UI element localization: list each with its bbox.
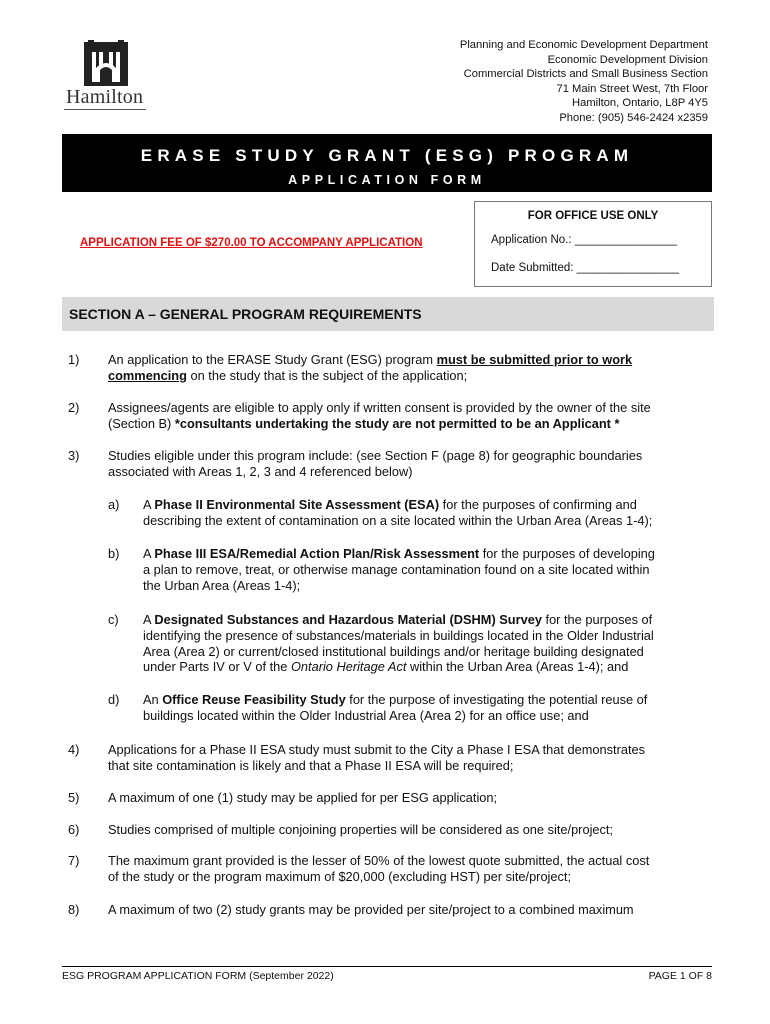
item-text-part: A maximum of two (2) study grants may be provided per site/project to a combined maximum	[108, 902, 634, 917]
item-text-part: describing the extent of contamination on a site located within the Urban Area (Areas 1-4);	[143, 512, 653, 528]
form-subtitle: APPLICATION FORM	[288, 173, 486, 187]
item-text-part: within the Urban Area (Areas 1-4); and	[406, 659, 629, 675]
sub-item-letter: c)	[108, 612, 119, 627]
office-use-title: FOR OFFICE USE ONLY	[527, 210, 659, 222]
item-text-part: Assignees/agents are eligible to apply only if written consent is provided by the owner of the site	[108, 400, 651, 415]
sub-item-letter: d)	[108, 692, 120, 707]
item-text	[108, 400, 713, 432]
item-text-part: a plan to remove, treat, or otherwise manage contamination found on a site located within	[143, 561, 650, 577]
application-number-field[interactable]: Application No.: ________________	[491, 234, 678, 246]
address-line: 71 Main Street West, 7th Floor	[556, 82, 708, 95]
item-text-part: on the study that is the subject of the application;	[186, 367, 468, 383]
address-line: Planning and Economic Development Department	[459, 39, 708, 51]
city-hall-emblem-icon	[62, 38, 150, 88]
item-text-part: A	[143, 546, 155, 561]
section-a-title: SECTION A – GENERAL PROGRAM REQUIREMENTS	[69, 306, 422, 322]
item-number: 5)	[68, 790, 80, 805]
sub-item-text	[143, 612, 711, 675]
item-text-part: Studies eligible under this program include: (see Section F (page 8) for geographic boundaries	[108, 448, 643, 463]
item-text	[108, 448, 713, 480]
item-emphasis: Phase II Environmental Site Assessment (ESA)	[154, 497, 440, 512]
item-text	[108, 853, 713, 885]
item-text-part: An	[143, 692, 163, 707]
item-text-part: Area (Area 2) or current/closed institutional buildings and/or heritage building designated	[143, 643, 644, 659]
sub-item-letter: a)	[108, 497, 120, 512]
form-title: ERASE STUDY GRANT (ESG) PROGRAM	[140, 146, 634, 165]
item-emphasis: Office Reuse Feasibility Study	[162, 692, 346, 707]
address-line: Phone: (905) 546-2424 x2359	[559, 111, 708, 124]
item-number: 3)	[68, 448, 80, 463]
office-use-box	[474, 201, 712, 287]
item-number: 1)	[68, 352, 80, 367]
item-text	[108, 822, 713, 838]
item-text-part: under Parts IV or V of the	[143, 659, 291, 675]
item-text-part: A	[143, 497, 155, 512]
sub-item-text	[143, 497, 711, 529]
item-text-part: for the purposes of developing	[479, 546, 655, 561]
item-emphasis: Phase III ESA/Remedial Action Plan/Risk Assessment	[154, 546, 480, 561]
address-line: Hamilton, Ontario, L8P 4Y5	[572, 97, 708, 110]
item-text-part: A	[143, 612, 155, 627]
date-submitted-field[interactable]: Date Submitted: ________________	[491, 262, 679, 274]
item-text-part: identifying the presence of substances/materials in buildings located in the Older Industrial	[143, 627, 654, 643]
application-fee-notice: APPLICATION FEE OF $270.00 TO ACCOMPANY APPLICATION	[80, 237, 423, 249]
section-a-header	[62, 297, 714, 331]
item-text-part: for the purposes of	[541, 612, 653, 627]
item-text	[108, 352, 713, 384]
footer-form-name: ESG PROGRAM APPLICATION FORM (September 2022)	[62, 970, 334, 982]
sub-item-text	[143, 546, 711, 593]
item-text-part: The maximum grant provided is the lesser of 50% of the lowest quote submitted, the actual cost	[108, 853, 650, 868]
address-line: Economic Development Division	[547, 53, 708, 66]
footer-divider	[62, 966, 712, 967]
item-text	[108, 742, 713, 774]
item-text-part: A maximum of one (1) study may be applied for per ESG application;	[108, 790, 498, 805]
item-text-part: that site contamination is likely and that a Phase II ESA will be required;	[108, 757, 514, 773]
item-text-part: for the purposes of confirming and	[439, 497, 637, 512]
sub-item-text	[143, 692, 711, 724]
item-text	[108, 902, 713, 918]
logo-wordmark: Hamilton	[66, 86, 144, 108]
sub-item-letter: b)	[108, 546, 120, 561]
title-banner	[62, 134, 712, 192]
item-number: 8)	[68, 902, 80, 917]
item-text-part: of the study or the program maximum of $20,000 (excluding HST) per site/project;	[108, 868, 572, 884]
item-emphasis: Designated Substances and Hazardous Material (DSHM) Survey	[154, 612, 542, 627]
item-text-part: associated with Areas 1, 2, 3 and 4 referenced below)	[108, 463, 413, 479]
item-number: 7)	[68, 853, 80, 868]
item-text-part: (Section B)	[108, 415, 175, 431]
item-number: 2)	[68, 400, 80, 415]
item-text-part: An application to the ERASE Study Grant (ESG) program	[108, 352, 437, 367]
item-number: 6)	[68, 822, 80, 837]
item-text-part: Applications for a Phase II ESA study must submit to the City a Phase I ESA that demonstrates	[108, 742, 646, 757]
item-emphasis: must be submitted prior to work	[436, 352, 633, 367]
logo-underline	[64, 109, 146, 110]
item-emphasis: commencing	[108, 367, 187, 383]
address-line: Commercial Districts and Small Business Section	[463, 68, 708, 81]
department-address	[460, 38, 708, 126]
item-text-part: Studies comprised of multiple conjoining properties will be considered as one site/project;	[108, 822, 614, 837]
item-number: 4)	[68, 742, 80, 757]
act-title: Ontario Heritage Act	[290, 659, 407, 675]
page-number: PAGE 1 OF 8	[648, 970, 712, 982]
item-text	[108, 790, 713, 806]
item-text-part: for the purpose of investigating the potential reuse of	[345, 692, 648, 707]
item-text-part: the Urban Area (Areas 1-4);	[143, 577, 301, 593]
item-emphasis: *consultants undertaking the study are not permitted to be an Applicant *	[174, 415, 620, 431]
item-text-part: buildings located within the Older Industrial Area (Area 2) for an office use; and	[143, 707, 589, 723]
